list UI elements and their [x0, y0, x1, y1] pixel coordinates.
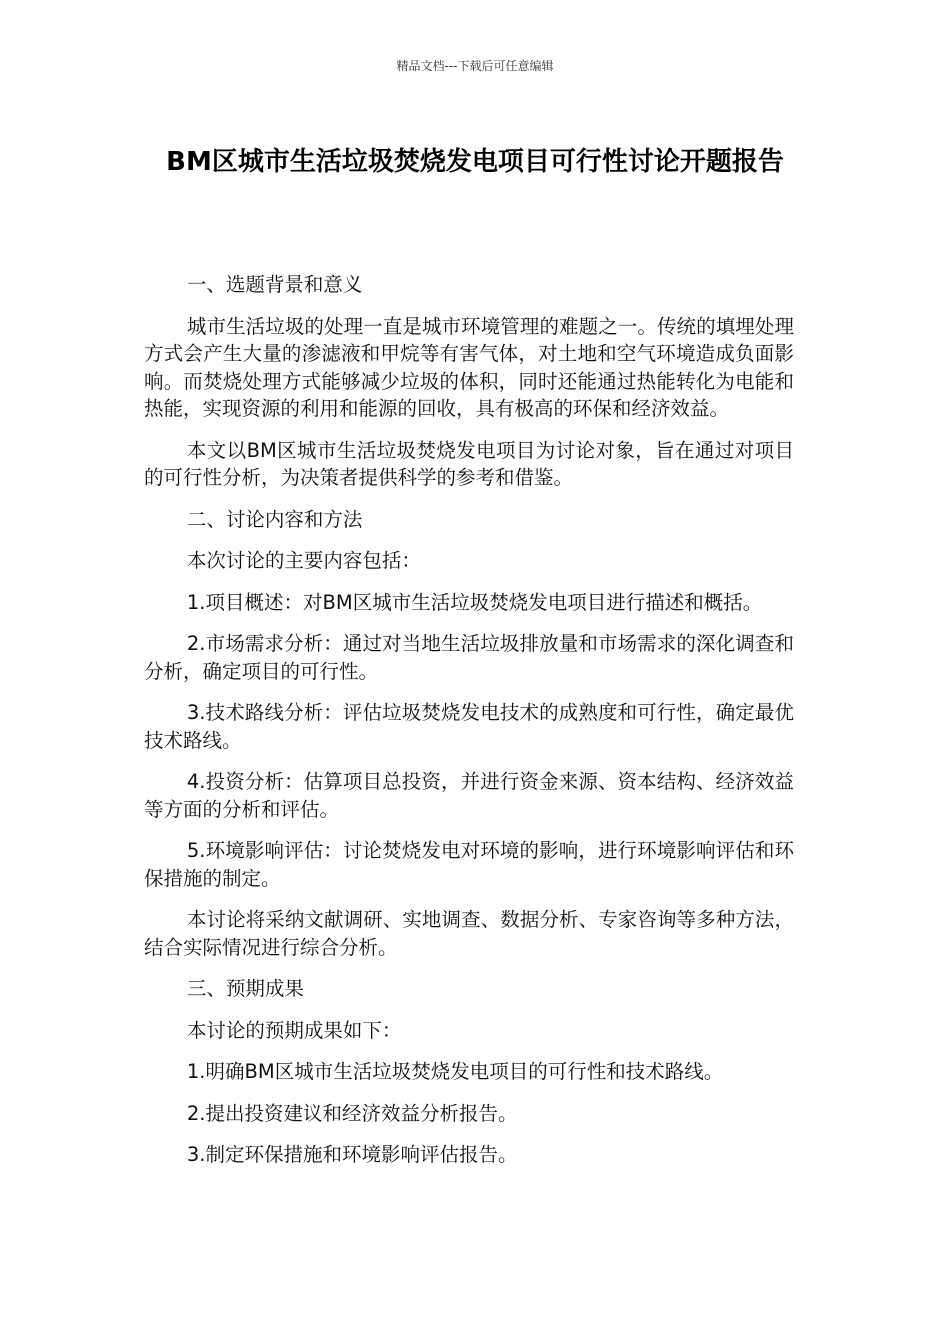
purpose-paragraph: 本文以BM区城市生活垃圾焚烧发电项目为讨论对象，旨在通过对项目的可行性分析，为决策者提供科学的参考和借鉴。: [144, 438, 794, 489]
document-body: [144, 271, 794, 1183]
content-item-3: 3.技术路线分析：评估垃圾焚烧发电技术的成熟度和可行性，确定最优技术路线。: [144, 701, 794, 752]
content-item-4: 4.投资分析：估算项目总投资，并进行资金来源、资本结构、经济效益等方面的分析和评估。: [144, 770, 794, 821]
section-heading-expected-results: 三、预期成果: [186, 977, 304, 1000]
content-intro-paragraph: 本次讨论的主要内容包括：: [186, 549, 421, 572]
section-heading-background: 一、选题背景和意义: [186, 273, 363, 296]
section-heading-content-method: 二、讨论内容和方法: [186, 507, 363, 531]
results-intro-paragraph: 本讨论的预期成果如下：: [186, 1018, 402, 1042]
content-item-5: 5.环境影响评估：讨论焚烧发电对环境的影响，进行环境影响评估和环保措施的制定。: [144, 839, 794, 890]
page-header: 精品文档---下载后可任意编辑: [396, 59, 554, 73]
result-item-2: 2.提出投资建议和经济效益分析报告。: [186, 1101, 518, 1125]
background-paragraph: 城市生活垃圾的处理一直是城市环境管理的难题之一。传统的填埋处理方式会产生大量的渗滤液和甲烷等有害气体，对土地和空气环境造成负面影响。而焚烧处理方式能够减少垃圾的体积，同时还能通过热能转化为电能和热能，实现资源的利用和能源的回收，具有极高的环保和经济效益。: [144, 314, 794, 420]
document-title: BM区城市生活垃圾焚烧发电项目可行性讨论开题报告: [166, 147, 784, 177]
content-item-2: 2.市场需求分析：通过对当地生活垃圾排放量和市场需求的深化调查和分析，确定项目的可行性。: [144, 632, 794, 683]
result-item-1: 1.明确BM区城市生活垃圾焚烧发电项目的可行性和技术路线。: [186, 1060, 724, 1083]
content-item-1: 1.项目概述：对BM区城市生活垃圾焚烧发电项目进行描述和概括。: [186, 590, 763, 614]
method-paragraph: 本讨论将采纳文献调研、实地调查、数据分析、专家咨询等多种方法，结合实际情况进行综合分析。: [144, 908, 794, 959]
result-item-3: 3.制定环保措施和环境影响评估报告。: [186, 1143, 518, 1166]
